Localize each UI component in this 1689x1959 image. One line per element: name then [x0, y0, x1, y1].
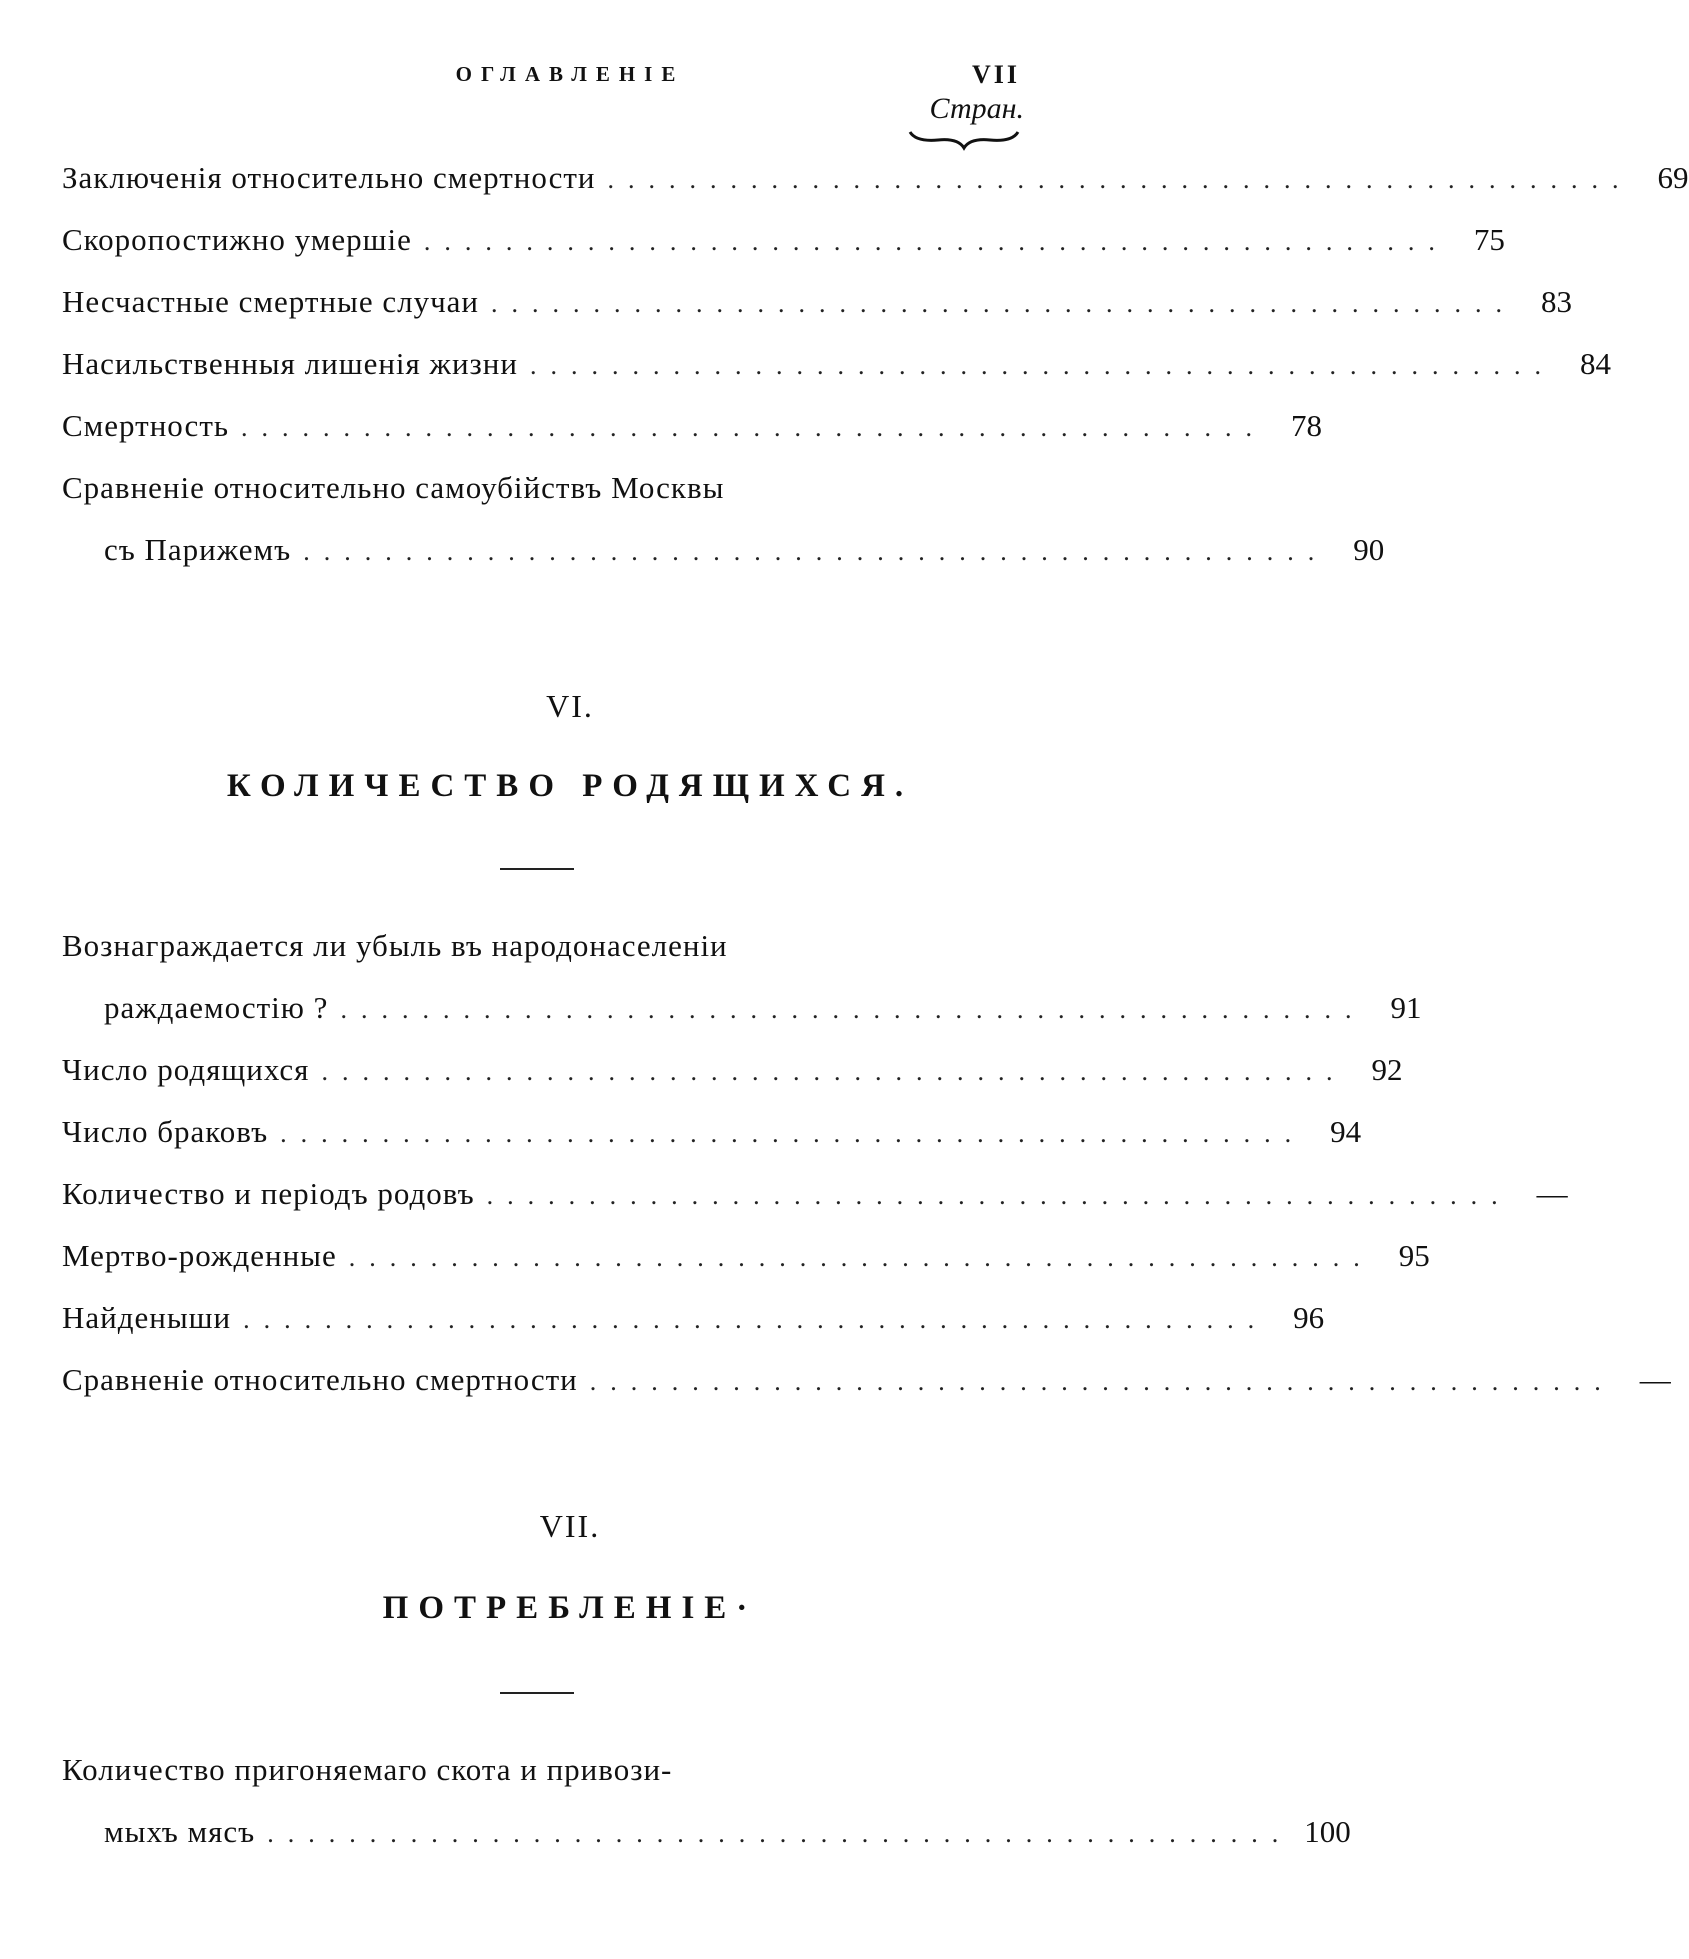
toc-entry-text: Мертво-рожденные — [62, 1238, 337, 1273]
leader-dots: .................................................. — [303, 537, 1329, 566]
toc-entry — [62, 408, 1322, 454]
toc-entry-text: съ Парижемъ — [104, 532, 292, 567]
toc-entry-page: 75 — [1473, 222, 1505, 257]
section-title: ПОТРЕБЛЕНІЕ· — [382, 1590, 758, 1626]
toc-entry — [62, 1176, 1568, 1222]
toc-entry-text: Число родящихся — [62, 1052, 310, 1087]
toc-entry-page: 78 — [1291, 408, 1322, 443]
leader-dots: .................................................. — [267, 1819, 1293, 1848]
toc-entry — [62, 346, 1611, 392]
leader-dots: .................................................. — [340, 995, 1366, 1024]
leader-dots: .................................................. — [348, 1243, 1374, 1272]
toc-entry-text: Количество и періодъ родовъ — [62, 1176, 475, 1211]
section-divider — [500, 868, 574, 870]
toc-entry — [62, 1238, 1430, 1284]
toc-entry-page: — — [1536, 1176, 1568, 1211]
section-divider — [500, 1692, 574, 1694]
toc-entry — [104, 990, 1422, 1036]
toc-entry-text: Сравненіе относительно смертности — [62, 1362, 578, 1397]
leader-dots: .................................................. — [607, 165, 1633, 194]
section-title: КОЛИЧЕСТВО РОДЯЩИХСЯ. — [226, 768, 914, 804]
toc-entry-text: Число браковъ — [62, 1114, 269, 1149]
leader-dots: .................................................. — [280, 1119, 1306, 1148]
toc-entry-page: 95 — [1398, 1238, 1430, 1273]
toc-entry — [62, 1114, 1362, 1160]
toc-entry-page: 96 — [1293, 1300, 1325, 1335]
toc-entry-page: 83 — [1541, 284, 1573, 319]
page-number: VII — [971, 60, 1020, 89]
toc-entry-text: Смертность — [62, 408, 229, 443]
leader-dots: .................................................. — [243, 1305, 1269, 1334]
toc-entry-text: Скоропостижно умершіе — [62, 222, 412, 257]
toc-entry-text: Заключенія относительно смертности — [62, 160, 596, 195]
toc-entry — [62, 1300, 1325, 1346]
toc-entry — [62, 222, 1505, 268]
leader-dots: .................................................. — [423, 227, 1449, 256]
toc-entry-page: 69 — [1657, 160, 1689, 195]
toc-entry-page: 84 — [1579, 346, 1611, 381]
toc-entry-page: 100 — [1304, 1814, 1351, 1849]
toc-entry-text: Несчастные смертные случаи — [62, 284, 480, 319]
toc-entry — [104, 1814, 1351, 1860]
toc-entry — [62, 1752, 1022, 1798]
toc-entry-page: 90 — [1353, 532, 1385, 567]
toc-entry — [62, 160, 1689, 206]
toc-entry-text: Количество пригоняемаго скота и привози- — [62, 1752, 673, 1787]
section-number: VII. — [539, 1508, 601, 1544]
toc-entry — [62, 1052, 1403, 1098]
leader-dots: .................................................. — [241, 413, 1266, 442]
toc-entry — [62, 928, 1022, 974]
toc-entry-page: — — [1639, 1362, 1671, 1397]
page-column-label: Стран. — [929, 92, 1024, 125]
toc-entry — [62, 470, 1022, 516]
leader-dots: .................................................. — [589, 1367, 1615, 1396]
toc-entry-text: Сравненіе относительно самоубійствъ Москвы — [62, 470, 725, 505]
toc-entry — [104, 532, 1385, 578]
leader-dots: .................................................. — [529, 351, 1555, 380]
toc-entry-page: 92 — [1371, 1052, 1403, 1087]
toc-entry-page: 94 — [1330, 1114, 1362, 1149]
brace-ornament-icon — [908, 128, 1020, 150]
toc-entry — [62, 1362, 1671, 1408]
leader-dots: .................................................. — [321, 1057, 1347, 1086]
toc-entry-text: мыхъ мясъ — [104, 1814, 256, 1849]
leader-dots: .................................................. — [486, 1181, 1512, 1210]
toc-entry-text: Насильственныя лишенія жизни — [62, 346, 518, 381]
toc-entry-text: раждаемостію ? — [104, 990, 329, 1025]
leader-dots: .................................................. — [491, 289, 1517, 318]
toc-entry — [62, 284, 1573, 330]
toc-entry-page: 91 — [1390, 990, 1422, 1025]
running-head: ОГЛАВЛЕНІЕ — [455, 62, 685, 86]
toc-entry-text: Вознаграждается ли убыль въ народонаселеніи — [62, 928, 728, 963]
section-number: VI. — [546, 688, 594, 724]
toc-entry-text: Найденыши — [62, 1300, 232, 1335]
